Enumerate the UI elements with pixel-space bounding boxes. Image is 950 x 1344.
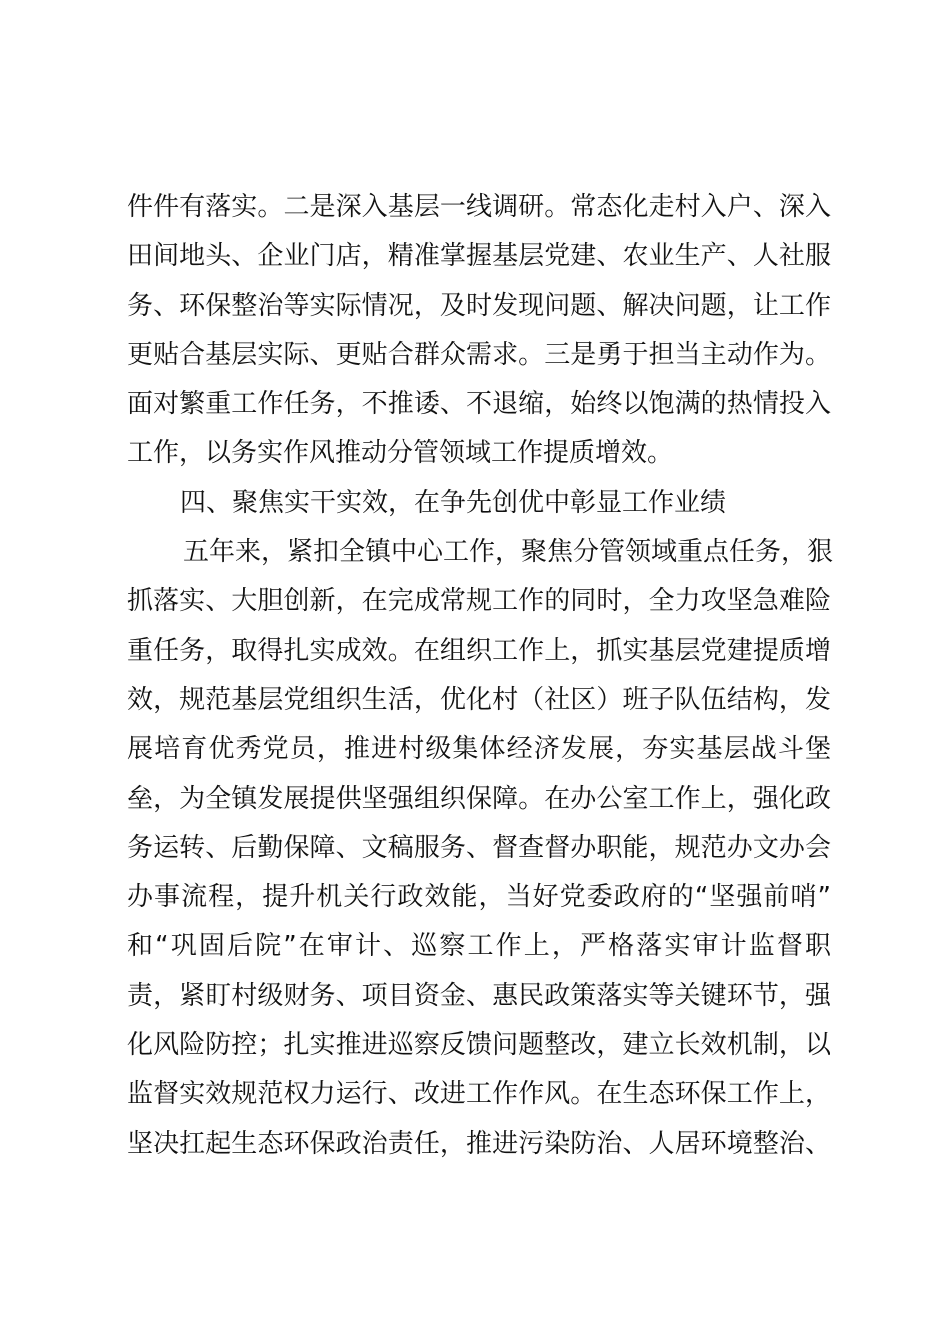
text-line: 务、环保整治等实际情况，及时发现问题、解决问题，让工作 [127, 290, 831, 321]
text-line: 坚决扛起生态环保政治责任，推进污染防治、人居环境整治、 [127, 1128, 831, 1159]
text-line: 田间地头、企业门店，精准掌握基层党建、农业生产、人社服 [127, 241, 831, 272]
section-heading: 四、聚焦实干实效，在争先创优中彰显工作业绩 [180, 487, 727, 518]
text-line: 重任务，取得扎实成效。在组织工作上，抓实基层党建提质增 [127, 635, 831, 666]
paragraph-achievements [127, 528, 834, 1169]
text-line: 更贴合基层实际、更贴合群众需求。三是勇于担当主动作为。 [127, 339, 831, 370]
text-line: 监督实效规范权力运行、改进工作作风。在生态环保工作上， [127, 1079, 831, 1110]
text-line: 工作，以务实作风推动分管领域工作提质增效。 [127, 438, 674, 469]
text-line: 效，规范基层党组织生活，优化村（社区）班子队伍结构，发 [127, 684, 831, 715]
text-line: 垒，为全镇发展提供坚强组织保障。在办公室工作上，强化政 [127, 783, 831, 814]
text-line: 务运转、后勤保障、文稿服务、督查督办职能，规范办文办会 [127, 832, 831, 863]
document-body [127, 183, 834, 1169]
text-line: 展培育优秀党员，推进村级集体经济发展，夯实基层战斗堡 [127, 734, 831, 765]
text-line: 抓落实、大胆创新，在完成常规工作的同时，全力攻坚急难险 [127, 586, 831, 617]
text-line: 办事流程，提升机关行政效能，当好党委政府的“坚强前哨” [127, 882, 831, 913]
text-line: 五年来，紧扣全镇中心工作，聚焦分管领域重点任务，狠 [183, 537, 834, 568]
text-line: 面对繁重工作任务，不推诿、不退缩，始终以饱满的热情投入 [127, 389, 831, 420]
text-line: 化风险防控；扎实推进巡察反馈问题整改，建立长效机制，以 [127, 1030, 831, 1061]
text-line: 和“巩固后院”在审计、巡察工作上，严格落实审计监督职 [127, 931, 831, 962]
text-line: 责，紧盯村级财务、项目资金、惠民政策落实等关键环节，强 [127, 980, 831, 1011]
text-line: 件件有落实。二是深入基层一线调研。常态化走村入户、深入 [127, 192, 831, 222]
paragraph-work-style [127, 183, 831, 479]
